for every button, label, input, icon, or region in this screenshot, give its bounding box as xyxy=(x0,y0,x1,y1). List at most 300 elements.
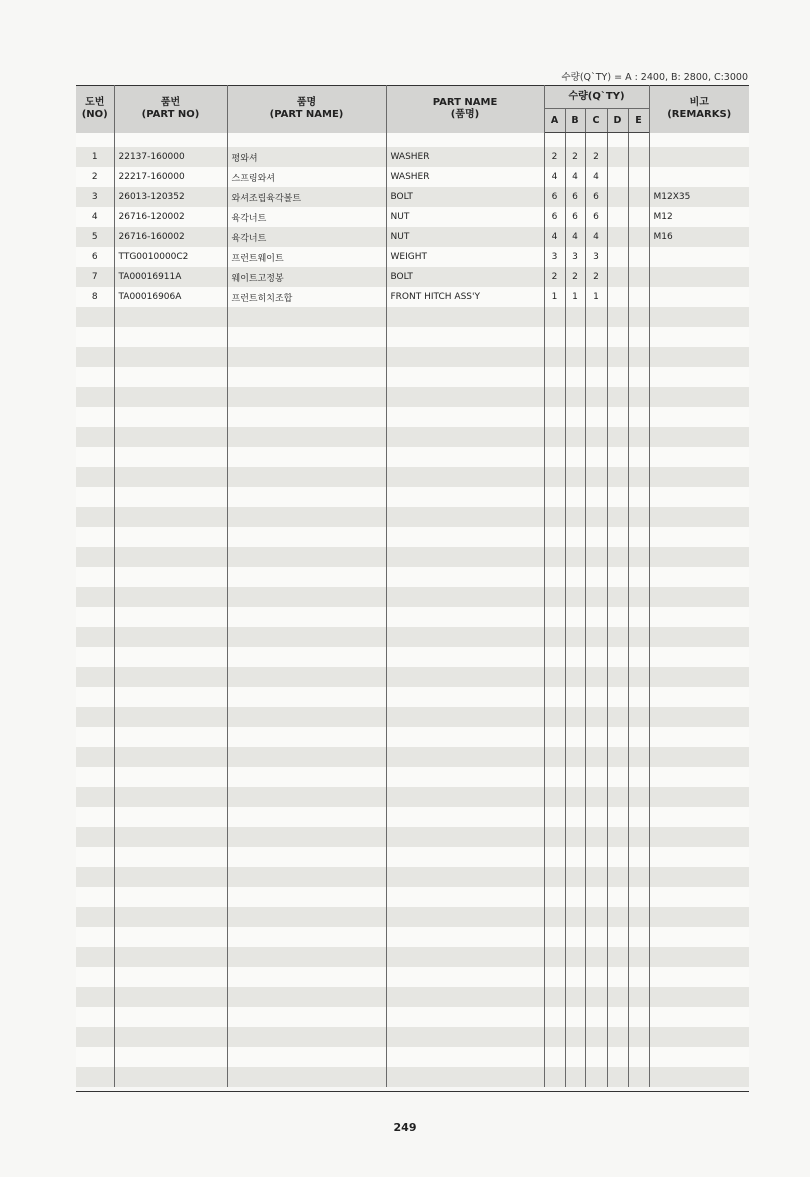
row-qty-a xyxy=(544,707,565,727)
row-remarks xyxy=(649,647,749,667)
row-qty-b: 3 xyxy=(565,247,585,267)
row-qty-d xyxy=(607,947,628,967)
parts-table-container xyxy=(76,85,749,1087)
row-qty-a: 4 xyxy=(544,167,565,187)
row-name-ko: 스프링와셔 xyxy=(227,167,386,187)
row-no: 4 xyxy=(76,207,114,227)
row-name-ko xyxy=(227,1027,386,1047)
row-name-en: BOLT xyxy=(386,187,544,207)
row-qty-a xyxy=(544,607,565,627)
table-row xyxy=(76,167,749,187)
row-part-no xyxy=(114,507,227,527)
empty-row xyxy=(76,1047,749,1067)
row-qty-d xyxy=(607,607,628,627)
row-qty-c xyxy=(585,827,607,847)
row-qty-b xyxy=(565,1067,585,1087)
row-qty-e xyxy=(628,467,649,487)
row-qty-b xyxy=(565,787,585,807)
row-no xyxy=(76,467,114,487)
row-qty-b xyxy=(565,307,585,327)
row-qty-d xyxy=(607,667,628,687)
row-no xyxy=(76,1047,114,1067)
header-part-name-ko xyxy=(227,86,386,133)
parts-table xyxy=(76,85,749,1087)
header-qty-c: C xyxy=(585,109,607,133)
row-no xyxy=(76,567,114,587)
row-qty-b xyxy=(565,547,585,567)
row-qty-d xyxy=(607,187,628,207)
row-remarks xyxy=(649,867,749,887)
table-row xyxy=(76,267,749,287)
row-part-no xyxy=(114,927,227,947)
row-no: 2 xyxy=(76,167,114,187)
row-remarks xyxy=(649,327,749,347)
row-qty-a: 2 xyxy=(544,267,565,287)
row-part-no xyxy=(114,367,227,387)
row-part-no xyxy=(114,487,227,507)
empty-row xyxy=(76,427,749,447)
row-name-en xyxy=(386,807,544,827)
row-part-no xyxy=(114,587,227,607)
row-qty-e xyxy=(628,307,649,327)
row-qty-d xyxy=(607,827,628,847)
empty-row xyxy=(76,347,749,367)
row-name-en xyxy=(386,767,544,787)
row-qty-c xyxy=(585,707,607,727)
row-name-en xyxy=(386,347,544,367)
empty-row xyxy=(76,927,749,947)
row-qty-d xyxy=(607,327,628,347)
row-qty-d xyxy=(607,547,628,567)
row-part-no: TA00016906A xyxy=(114,287,227,307)
row-no xyxy=(76,407,114,427)
row-part-no xyxy=(114,847,227,867)
row-qty-d xyxy=(607,347,628,367)
row-qty-a xyxy=(544,587,565,607)
row-qty-b xyxy=(565,627,585,647)
row-qty-d xyxy=(607,487,628,507)
row-qty-c xyxy=(585,347,607,367)
row-qty-b: 4 xyxy=(565,167,585,187)
row-qty-d xyxy=(607,627,628,647)
row-part-no xyxy=(114,667,227,687)
row-no xyxy=(76,587,114,607)
row-name-ko xyxy=(227,607,386,627)
row-qty-d xyxy=(607,307,628,327)
row-remarks: M12X35 xyxy=(649,187,749,207)
row-qty-a xyxy=(544,567,565,587)
row-part-no xyxy=(114,1027,227,1047)
row-name-ko xyxy=(227,767,386,787)
row-remarks xyxy=(649,967,749,987)
row-qty-a xyxy=(544,387,565,407)
row-name-ko xyxy=(227,307,386,327)
row-no xyxy=(76,427,114,447)
row-remarks xyxy=(649,567,749,587)
row-qty-d xyxy=(607,847,628,867)
empty-row xyxy=(76,407,749,427)
row-qty-b xyxy=(565,1047,585,1067)
row-name-en xyxy=(386,747,544,767)
row-qty-c xyxy=(585,647,607,667)
header-name-ko-en: (PART NAME) xyxy=(269,109,344,121)
row-qty-a: 2 xyxy=(544,147,565,167)
quantity-note: 수량(Q`TY) = A : 2400, B: 2800, C:3000 xyxy=(561,72,748,83)
header-qty-d: D xyxy=(607,109,628,133)
empty-row xyxy=(76,807,749,827)
header-qty-a: A xyxy=(544,109,565,133)
row-no xyxy=(76,967,114,987)
row-name-en xyxy=(386,607,544,627)
row-part-no xyxy=(114,707,227,727)
row-name-en xyxy=(386,987,544,1007)
row-name-en xyxy=(386,867,544,887)
row-no: 7 xyxy=(76,267,114,287)
row-part-no xyxy=(114,907,227,927)
row-name-en xyxy=(386,967,544,987)
row-qty-b xyxy=(565,967,585,987)
row-qty-a: 4 xyxy=(544,227,565,247)
row-qty-e xyxy=(628,167,649,187)
row-remarks xyxy=(649,907,749,927)
row-remarks xyxy=(649,587,749,607)
row-qty-c xyxy=(585,1007,607,1027)
row-qty-a xyxy=(544,427,565,447)
row-qty-c xyxy=(585,547,607,567)
row-remarks xyxy=(649,427,749,447)
row-qty-b xyxy=(565,807,585,827)
row-qty-a xyxy=(544,467,565,487)
row-remarks xyxy=(649,447,749,467)
row-remarks: M16 xyxy=(649,227,749,247)
row-no xyxy=(76,767,114,787)
row-remarks xyxy=(649,667,749,687)
row-no xyxy=(76,747,114,767)
row-qty-d xyxy=(607,1047,628,1067)
row-qty-b xyxy=(565,507,585,527)
row-name-en xyxy=(386,1067,544,1087)
row-name-en xyxy=(386,307,544,327)
row-qty-c xyxy=(585,727,607,747)
row-part-no: TA00016911A xyxy=(114,267,227,287)
row-qty-b xyxy=(565,387,585,407)
empty-row xyxy=(76,627,749,647)
table-body xyxy=(76,133,749,1088)
row-no xyxy=(76,707,114,727)
row-no: 6 xyxy=(76,247,114,267)
row-qty-d xyxy=(607,727,628,747)
empty-row xyxy=(76,487,749,507)
row-qty-a xyxy=(544,667,565,687)
row-qty-b xyxy=(565,347,585,367)
row-qty-d xyxy=(607,647,628,667)
row-remarks xyxy=(649,167,749,187)
row-remarks xyxy=(649,467,749,487)
row-qty-c xyxy=(585,387,607,407)
row-part-no xyxy=(114,807,227,827)
row-qty-e xyxy=(628,407,649,427)
row-qty-a xyxy=(544,867,565,887)
empty-row xyxy=(76,607,749,627)
row-qty-a xyxy=(544,487,565,507)
page-number: 249 xyxy=(393,1121,417,1134)
row-qty-e xyxy=(628,907,649,927)
row-name-ko: 와셔조립육각볼트 xyxy=(227,187,386,207)
row-name-ko xyxy=(227,867,386,887)
row-part-no xyxy=(114,407,227,427)
row-no xyxy=(76,307,114,327)
row-qty-a xyxy=(544,1067,565,1087)
table-row xyxy=(76,147,749,167)
row-remarks xyxy=(649,787,749,807)
row-name-ko xyxy=(227,907,386,927)
row-qty-c xyxy=(585,567,607,587)
row-qty-a xyxy=(544,727,565,747)
row-part-no xyxy=(114,947,227,967)
row-no xyxy=(76,1027,114,1047)
row-remarks xyxy=(649,927,749,947)
row-qty-e xyxy=(628,667,649,687)
row-no xyxy=(76,527,114,547)
row-qty-e xyxy=(628,487,649,507)
row-qty-d xyxy=(607,987,628,1007)
row-qty-d xyxy=(607,207,628,227)
row-qty-a xyxy=(544,647,565,667)
row-no xyxy=(76,327,114,347)
row-qty-b xyxy=(565,607,585,627)
row-qty-b xyxy=(565,587,585,607)
row-remarks xyxy=(649,827,749,847)
row-qty-a xyxy=(544,927,565,947)
row-qty-c xyxy=(585,947,607,967)
row-qty-b xyxy=(565,687,585,707)
row-no xyxy=(76,1007,114,1027)
row-name-ko xyxy=(227,487,386,507)
row-name-ko xyxy=(227,687,386,707)
row-remarks xyxy=(649,1047,749,1067)
row-qty-d xyxy=(607,247,628,267)
row-name-en xyxy=(386,647,544,667)
row-qty-e xyxy=(628,767,649,787)
row-qty-a xyxy=(544,687,565,707)
row-qty-e xyxy=(628,827,649,847)
row-no xyxy=(76,607,114,627)
row-name-ko: 육각너트 xyxy=(227,207,386,227)
row-name-ko xyxy=(227,787,386,807)
row-qty-d xyxy=(607,687,628,707)
row-name-en xyxy=(386,567,544,587)
row-qty-b xyxy=(565,427,585,447)
row-qty-c xyxy=(585,807,607,827)
row-remarks xyxy=(649,1007,749,1027)
row-qty-a xyxy=(544,367,565,387)
row-qty-c xyxy=(585,767,607,787)
header-name-ko: 품명 xyxy=(296,96,317,108)
row-part-no: 26013-120352 xyxy=(114,187,227,207)
row-no xyxy=(76,367,114,387)
row-qty-a xyxy=(544,1007,565,1027)
row-qty-c xyxy=(585,907,607,927)
row-name-en: NUT xyxy=(386,227,544,247)
row-qty-e xyxy=(628,847,649,867)
row-remarks xyxy=(649,507,749,527)
row-no xyxy=(76,487,114,507)
row-qty-c xyxy=(585,667,607,687)
row-part-no xyxy=(114,687,227,707)
row-no xyxy=(76,947,114,967)
table-row xyxy=(76,207,749,227)
row-remarks xyxy=(649,607,749,627)
row-name-en xyxy=(386,927,544,947)
empty-row xyxy=(76,547,749,567)
row-remarks xyxy=(649,767,749,787)
row-qty-c xyxy=(585,627,607,647)
row-no xyxy=(76,347,114,367)
row-remarks xyxy=(649,807,749,827)
empty-row xyxy=(76,387,749,407)
row-remarks xyxy=(649,987,749,1007)
row-qty-b xyxy=(565,447,585,467)
header-name-en-ko: (품명) xyxy=(450,109,480,121)
row-qty-d xyxy=(607,747,628,767)
row-qty-b xyxy=(565,1007,585,1027)
row-qty-e xyxy=(628,807,649,827)
row-part-no xyxy=(114,447,227,467)
empty-row xyxy=(76,847,749,867)
empty-row xyxy=(76,567,749,587)
row-qty-c xyxy=(585,847,607,867)
empty-row xyxy=(76,327,749,347)
row-remarks xyxy=(649,267,749,287)
row-qty-d xyxy=(607,567,628,587)
row-no xyxy=(76,627,114,647)
row-qty-b xyxy=(565,867,585,887)
row-part-no xyxy=(114,867,227,887)
row-qty-d xyxy=(607,1067,628,1087)
row-qty-e xyxy=(628,447,649,467)
row-name-en xyxy=(386,1027,544,1047)
row-name-ko xyxy=(227,887,386,907)
row-qty-a xyxy=(544,1027,565,1047)
row-remarks xyxy=(649,727,749,747)
row-qty-d xyxy=(607,787,628,807)
row-no xyxy=(76,987,114,1007)
row-remarks xyxy=(649,407,749,427)
row-no xyxy=(76,387,114,407)
row-part-no xyxy=(114,647,227,667)
row-name-ko xyxy=(227,847,386,867)
table-row xyxy=(76,247,749,267)
row-qty-a xyxy=(544,507,565,527)
row-name-en xyxy=(386,707,544,727)
row-name-ko xyxy=(227,827,386,847)
row-qty-e xyxy=(628,627,649,647)
row-name-ko xyxy=(227,387,386,407)
row-name-en: WASHER xyxy=(386,147,544,167)
row-remarks xyxy=(649,687,749,707)
row-qty-b xyxy=(565,887,585,907)
row-qty-e xyxy=(628,867,649,887)
empty-row xyxy=(76,747,749,767)
table-bottom-rule xyxy=(76,1091,749,1092)
row-name-en xyxy=(386,847,544,867)
row-remarks xyxy=(649,547,749,567)
row-qty-d xyxy=(607,927,628,947)
row-name-en xyxy=(386,487,544,507)
row-no: 3 xyxy=(76,187,114,207)
row-qty-b xyxy=(565,947,585,967)
row-qty-a xyxy=(544,747,565,767)
row-qty-b xyxy=(565,327,585,347)
row-qty-a: 6 xyxy=(544,207,565,227)
table-row xyxy=(76,227,749,247)
row-qty-e xyxy=(628,607,649,627)
row-name-en: NUT xyxy=(386,207,544,227)
row-name-ko xyxy=(227,407,386,427)
row-qty-b xyxy=(565,847,585,867)
row-name-en xyxy=(386,547,544,567)
row-name-en xyxy=(386,427,544,447)
row-qty-c xyxy=(585,867,607,887)
row-remarks xyxy=(649,147,749,167)
row-part-no xyxy=(114,607,227,627)
header-remarks xyxy=(649,86,749,133)
row-part-no xyxy=(114,467,227,487)
empty-row xyxy=(76,527,749,547)
row-qty-b: 1 xyxy=(565,287,585,307)
row-qty-d xyxy=(607,167,628,187)
empty-row xyxy=(76,1027,749,1047)
row-part-no xyxy=(114,987,227,1007)
row-part-no xyxy=(114,567,227,587)
row-remarks xyxy=(649,527,749,547)
header-part-no xyxy=(114,86,227,133)
row-no xyxy=(76,647,114,667)
header-qty-e: E xyxy=(628,109,649,133)
empty-row xyxy=(76,367,749,387)
row-name-ko xyxy=(227,807,386,827)
row-part-no xyxy=(114,787,227,807)
row-name-en: FRONT HITCH ASS'Y xyxy=(386,287,544,307)
row-qty-a xyxy=(544,987,565,1007)
row-qty-e xyxy=(628,227,649,247)
row-qty-e xyxy=(628,707,649,727)
empty-row xyxy=(76,767,749,787)
row-no xyxy=(76,887,114,907)
empty-row xyxy=(76,307,749,327)
row-qty-a xyxy=(544,787,565,807)
row-qty-e xyxy=(628,1007,649,1027)
row-name-ko xyxy=(227,567,386,587)
row-qty-d xyxy=(607,267,628,287)
row-name-ko xyxy=(227,1007,386,1027)
row-qty-a xyxy=(544,347,565,367)
row-qty-d xyxy=(607,427,628,447)
row-name-ko xyxy=(227,427,386,447)
row-part-no xyxy=(114,747,227,767)
row-name-ko xyxy=(227,327,386,347)
row-qty-c: 1 xyxy=(585,287,607,307)
row-qty-b xyxy=(565,987,585,1007)
row-qty-d xyxy=(607,887,628,907)
row-qty-e xyxy=(628,967,649,987)
row-qty-d xyxy=(607,587,628,607)
row-qty-c xyxy=(585,887,607,907)
row-no xyxy=(76,867,114,887)
row-qty-d xyxy=(607,527,628,547)
row-qty-b xyxy=(565,467,585,487)
row-name-en xyxy=(386,467,544,487)
